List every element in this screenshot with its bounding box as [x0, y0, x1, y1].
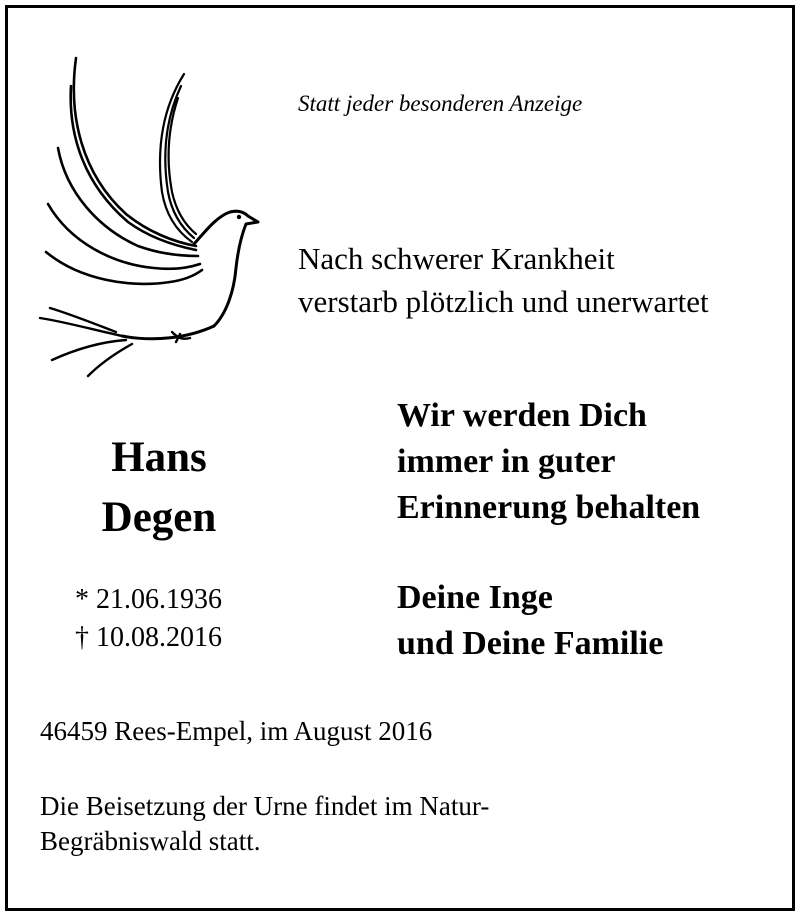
message-line: Wir werden Dich [397, 397, 647, 434]
intro-line: verstarb plötzlich und unerwartet [298, 284, 709, 319]
notice-header: Statt jeder besonderen Anzeige [298, 91, 583, 116]
signature-line: und Deine Familie [397, 625, 664, 662]
obituary-notice [5, 5, 795, 911]
intro-line: Nach schwerer Krankheit [298, 241, 615, 276]
place-date: 46459 Rees-Empel, im August 2016 [40, 716, 433, 746]
death-date: † 10.08.2016 [75, 622, 222, 653]
message-line: Erinnerung behalten [397, 489, 701, 526]
message-line: immer in guter [397, 443, 616, 480]
birth-date: * 21.06.1936 [75, 584, 222, 615]
deceased-last-name: Degen [101, 494, 217, 541]
burial-info-line: Die Beisetzung der Urne findet im Natur- [40, 791, 490, 821]
deceased-first-name: Hans [111, 434, 207, 481]
signature-line: Deine Inge [397, 579, 553, 616]
dove-icon [30, 46, 262, 381]
burial-info-line: Begräbniswald statt. [40, 826, 261, 856]
